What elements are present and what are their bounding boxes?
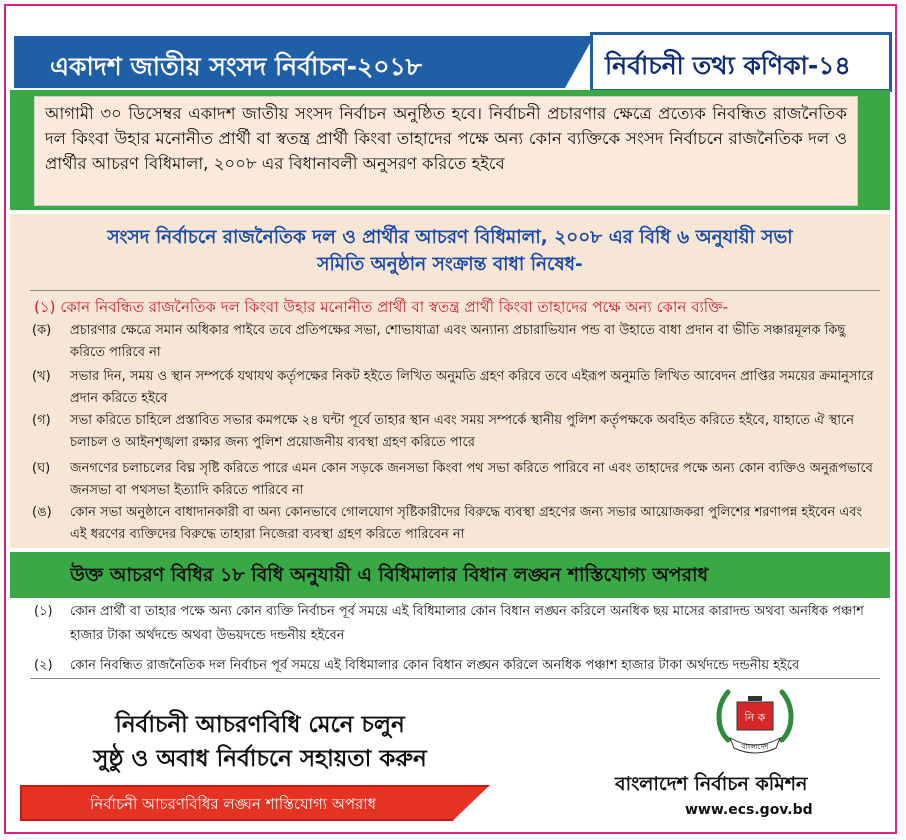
commission-name: বাংলাদেশ নির্বাচন কমিশন xyxy=(615,773,808,795)
divider xyxy=(30,290,880,291)
list-item-text: প্রচারণার ক্ষেত্রে সমান অধিকার পাইবে তবে প্রতিপক্ষের সভা, শোভাযাত্রা এবং অন্যান্য প্রচারাভিযান পন্ড বা উহাতে বাধা প্রদান বা ভীতি সঞ্চারমূলক কিছু করিতে পারিবে না xyxy=(70,323,846,360)
section1-subitem: (১) কোন নিবন্ধিত রাজনৈতিক দল কিংবা উহার মনোনীত প্রার্থী বা স্বতন্ত্র প্রার্থী কিংবা তাহাদের পক্ষে অন্য কোন ব্যক্তি- xyxy=(34,298,729,316)
header-right-title: নির্বাচনী তথ্য কণিকা-১৪ xyxy=(605,51,851,80)
penalty-item-number: (১) xyxy=(34,604,53,619)
list-item-text: কোন সভা অনুষ্ঠানে বাধাদানকারী বা অন্য কোনভাবে গোলযোগ সৃষ্টিকারীদের বিরুদ্ধে ব্যবস্থা গ্রহণের জন্য সভার আয়োজকরা পুলিশের শরণাপন্ন হইবেন এবং এই ধরণের ব্যক্তিদের বিরুদ্ধে তাহারা নিজেরা ব্যবস্থা গ্রহণ করিতে পারিবেন না xyxy=(70,505,863,542)
logo-ribbon-text: বাংলাদেশ xyxy=(741,743,769,751)
header-left-title: একাদশ জাতীয় সংসদ নির্বাচন-২০১৮ xyxy=(50,52,422,81)
logo-badge-text: নি ক xyxy=(744,711,766,724)
list-item-number: (ঙ) xyxy=(32,505,52,520)
penalty-item-text: কোন প্রার্থী বা তাহার পক্ষে অন্য কোন ব্যক্তি নির্বাচন পূর্ব সময়ে এই বিধিমালার কোন বিধান লঙ্ঘন করিলে অনধিক ছয় মাসের কারাদন্ড অথবা অনধিক পঞ্চাশ হাজার টাকা অর্থদন্ডে অথবা উভয়দন্ডে দন্ডনীয় হইবেন xyxy=(70,604,864,643)
section1-title xyxy=(10,224,890,278)
slogan-line2: সুষ্ঠু ও অবাধ নির্বাচনে সহায়তা করুন xyxy=(93,746,427,772)
list-item-number: (গ) xyxy=(32,413,51,428)
section1-title-line2: সমিতি অনুষ্ঠান সংক্রান্ত বাধা নিষেধ- xyxy=(317,254,583,275)
section2-title: উক্ত আচরণ বিধির ১৮ বিধি অনুযায়ী এ বিধিমালার বিধান লঙ্ঘন শাস্তিযোগ্য অপরাধ xyxy=(70,564,709,586)
list-item-text: জনগণের চলাচলের বিঘ্ন সৃষ্টি করিতে পারে এমন কোন সড়কে জনসভা কিংবা পথ সভা করিতে পারিবে না এবং তাহাদের পক্ষে অন্য কোন ব্যক্তিও অনুরূপভাবে জনসভা বা পথসভা ইত্যাদি করিতে পারিবে না xyxy=(70,461,873,498)
list-item-number: (খ) xyxy=(32,369,51,384)
list-item-text: সভা করিতে চাহিলে প্রস্তাবিত সভার কমপক্ষে ২৪ ঘন্টা পূর্বে তাহার স্থান এবং সময় সম্পর্কে স্থানীয় পুলিশ কর্তৃপক্ষকে অবহিত করিতে হইবে, যাহাতে ঐ স্থানে চলাচল ও আইনশৃঙ্খলা রক্ষার জন্য পুলিশ প্রয়োজনীয় ব্যবস্থা গ্রহণ করিতে পারে xyxy=(70,413,855,450)
list-item-number: (ঘ) xyxy=(32,461,51,476)
penalty-item-number: (২) xyxy=(34,658,53,673)
intro-paragraph: আগামী ৩০ ডিসেম্বর একাদশ জাতীয় সংসদ নির্বাচন অনুষ্ঠিত হবে। নির্বাচনী প্রচারণার ক্ষেত্রে প্রত্যেক নিবন্ধিত রাজনৈতিক দল কিংবা উহার মনোনীত প্রার্থী বা স্বতন্ত্র প্রার্থী কিংবা তাহাদের পক্ষে অন্য কোন ব্যক্তিকে সংসদ নির্বাচনে রাজনৈতিক দল ও প্রার্থীর আচরণ বিধিমালা, ২০০৮ এর বিধানাবলী অনুসরণ করিতে হইবে xyxy=(34,96,858,206)
slogan-line1: নির্বাচনী আচরণবিধি মেনে চলুন xyxy=(115,712,405,738)
divider xyxy=(30,678,880,679)
warning-banner-text: নির্বাচনী আচরণবিধির লঙ্ঘন শাস্তিযোগ্য অপরাধ xyxy=(90,795,377,813)
list-item-text: সভার দিন, সময় ও স্থান সম্পর্কে যথাযথ কর্তৃপক্ষের নিকট হইতে লিখিত অনুমতি গ্রহণ করিবে তবে এইরূপ অনুমতি লিখিত আবেদন প্রাপ্তির সময়ের ক্রমানুসারে প্রদান করিতে হইবে xyxy=(70,369,874,406)
penalty-item-text: কোন নিবন্ধিত রাজনৈতিক দল নির্বাচন পূর্ব সময়ে এই বিধিমালার কোন বিধান লঙ্ঘন করিলে অনধিক পঞ্চাশ হাজার টাকা অর্থদন্ডে দন্ডনীয় হইবে xyxy=(70,658,800,673)
list-item-number: (ক) xyxy=(32,323,52,338)
section1-title-line1: সংসদ নির্বাচনে রাজনৈতিক দল ও প্রার্থীর আচরণ বিধিমালা, ২০০৮ এর বিধি ৬ অনুযায়ী সভা xyxy=(107,227,793,248)
election-commission-logo-icon xyxy=(710,680,800,760)
website-link[interactable]: www.ecs.gov.bd xyxy=(685,802,813,818)
